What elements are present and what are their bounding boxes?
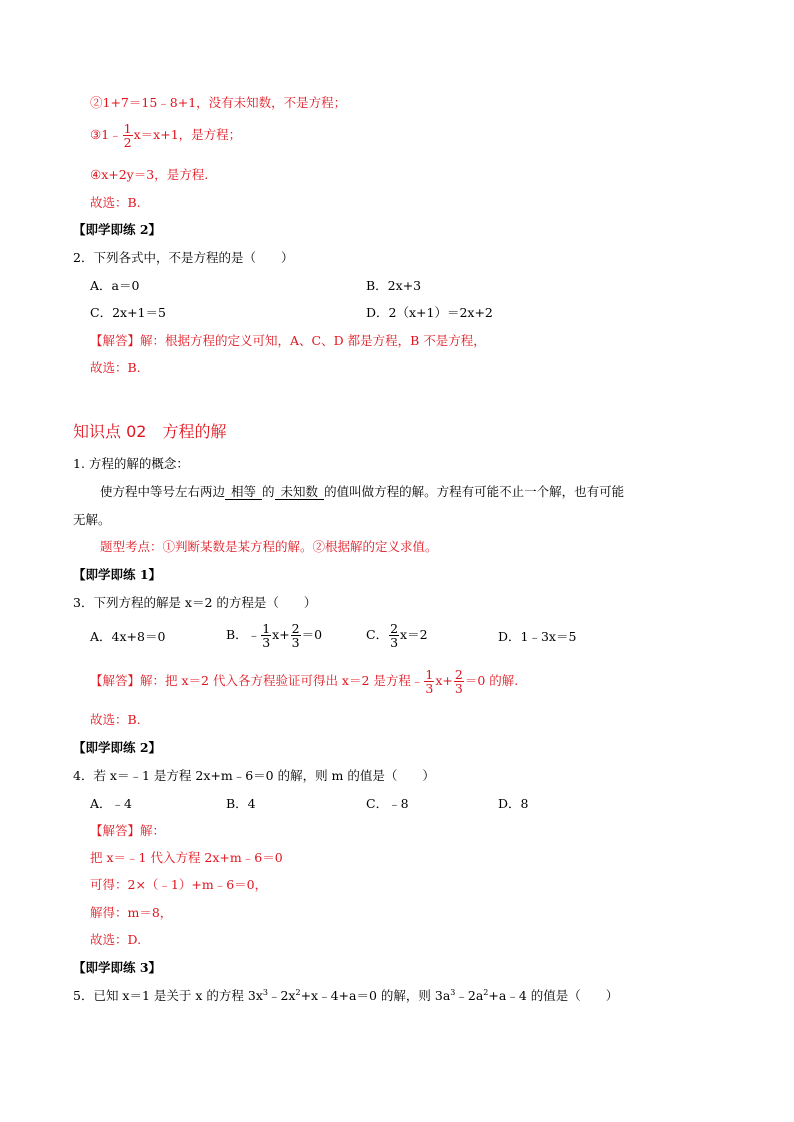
practice-heading: 【即学即练 2】 bbox=[73, 222, 162, 237]
practice-heading: 【即学即练 1】 bbox=[73, 567, 162, 582]
answer-select: 故选：D. bbox=[90, 932, 142, 947]
option-d: D．8 bbox=[498, 796, 529, 811]
fraction: $\frac{1}{3}$ bbox=[425, 667, 434, 697]
answer-select: 故选：B. bbox=[90, 195, 141, 210]
concept-text-cont: 无解。 bbox=[73, 512, 111, 527]
option-d: D．2（x+1）＝2x+2 bbox=[366, 305, 493, 320]
option-a: A．a＝0 bbox=[90, 278, 140, 293]
fraction: $\frac{2}{3}$ bbox=[291, 621, 300, 651]
solution-step: 解得：m＝8， bbox=[90, 905, 173, 920]
answer-select: 故选：B. bbox=[90, 712, 141, 727]
answer-select: 故选：B. bbox=[90, 360, 141, 375]
statement-4: ④x+2y＝3，是方程. bbox=[90, 167, 209, 182]
solution-step: 可得：2×（﹣1）+m﹣6＝0， bbox=[90, 877, 268, 892]
question-5: 5．已知 x＝1 是关于 x 的方程 $3x^3﹣2x^2+x﹣4+a=0$ 的解，则 $3a^3﹣2a^2+a﹣4$ 的值是（ ） bbox=[73, 987, 619, 1003]
fraction: $\frac{2}{3}$ bbox=[454, 667, 463, 697]
question-4: 4．若 x＝﹣1 是方程 2x+m﹣6＝0 的解，则 m 的值是（ ） bbox=[73, 768, 435, 783]
practice-heading: 【即学即练 2】 bbox=[73, 740, 162, 755]
fraction: $\frac{1}{3}$ bbox=[262, 621, 271, 651]
exam-points: 题型考点：①判断某数是某方程的解。②根据解的定义求值。 bbox=[100, 539, 438, 554]
option-a: A．﹣4 bbox=[90, 796, 132, 811]
option-b: B．2x+3 bbox=[366, 278, 422, 293]
blank-fill: 未知数 bbox=[275, 486, 325, 500]
practice-heading: 【即学即练 3】 bbox=[73, 960, 162, 975]
option-c: C．2x+1＝5 bbox=[90, 305, 166, 320]
section-title: 知识点 02 方程的解 bbox=[73, 422, 227, 441]
option-c: C．﹣8 bbox=[366, 796, 409, 811]
statement-2: ②1+7＝15﹣8+1，没有未知数，不是方程； bbox=[90, 95, 347, 110]
question-2: 2．下列各式中，不是方程的是（ ） bbox=[73, 250, 294, 265]
solution-step: 【解答】解： bbox=[90, 823, 166, 838]
answer-text: 【解答】解：把 x＝2 代入各方程验证可得出 x＝2 是方程﹣ $\frac{1}{3}$ x+ $\frac{2}{3}$ ＝0 的解. bbox=[90, 667, 519, 697]
statement-3: ③1﹣ $\frac{1}{2}$ x＝x+1，是方程； bbox=[90, 121, 242, 151]
blank-fill: 相等 bbox=[225, 486, 262, 500]
option-c: C． $\frac{2}{3}$ x＝2 bbox=[366, 621, 428, 651]
fraction: $\frac{2}{3}$ bbox=[390, 621, 399, 651]
solution-step: 把 x＝﹣1 代入方程 2x+m﹣6＝0 bbox=[90, 850, 283, 865]
option-b: B．﹣ $\frac{1}{3}$ x+ $\frac{2}{3}$ ＝0 bbox=[226, 621, 323, 651]
option-a: A．4x+8＝0 bbox=[90, 629, 166, 644]
question-3: 3．下列方程的解是 x＝2 的方程是（ ） bbox=[73, 595, 317, 610]
concept-text: 使方程中等号左右两边 相等 的 未知数 的值叫做方程的解。方程有可能不止一个解，也有可能 bbox=[100, 484, 625, 499]
concept-heading: 1. 方程的解的概念： bbox=[73, 456, 189, 471]
answer-text: 【解答】解：根据方程的定义可知，A、C、D 都是方程，B 不是方程， bbox=[90, 333, 486, 348]
fraction: $\frac{1}{2}$ bbox=[123, 121, 132, 151]
option-b: B．4 bbox=[226, 796, 256, 811]
option-d: D．1﹣3x＝5 bbox=[498, 629, 577, 644]
